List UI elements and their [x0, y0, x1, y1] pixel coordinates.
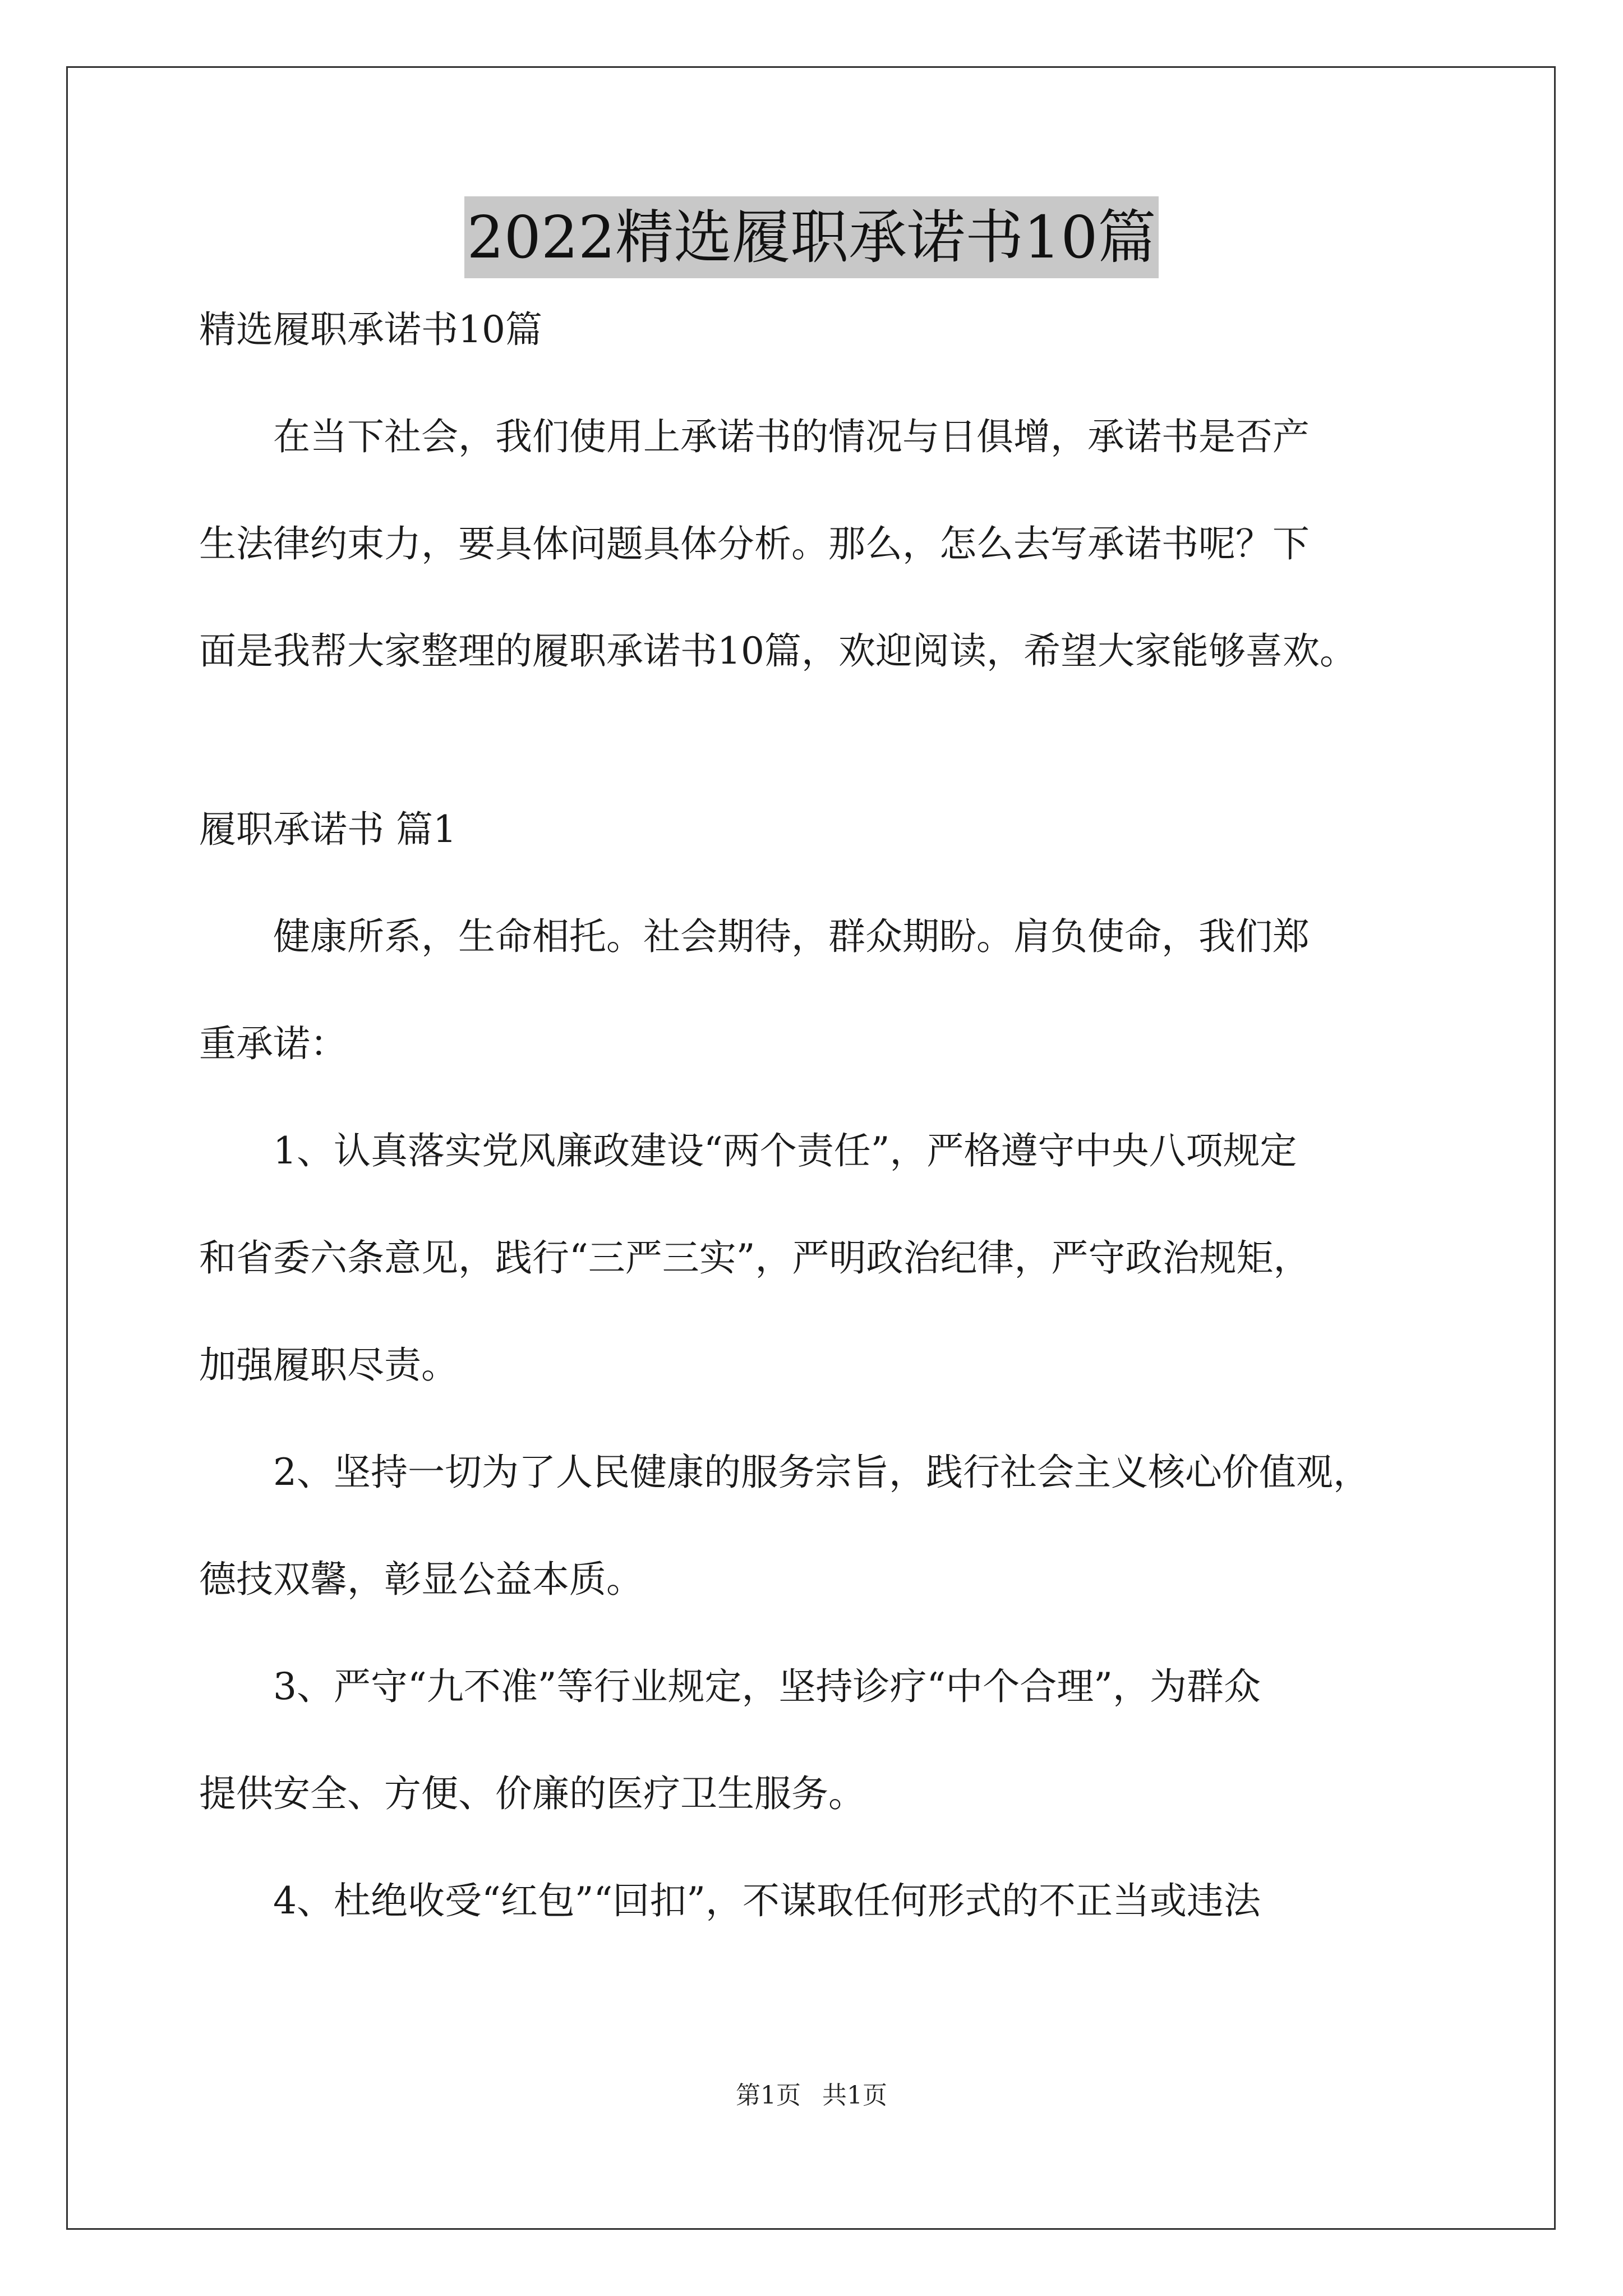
item-2-line: 德技双馨，彰显公益本质。 — [199, 1558, 643, 1601]
title-container — [0, 196, 1623, 278]
page-number-total: 共1页 — [822, 2081, 887, 2110]
intro-line: 生法律约束力，要具体问题具体分析。那么，怎么去写承诺书呢？下 — [199, 522, 1310, 565]
page-footer — [0, 2079, 1623, 2113]
section-intro-line: 重承诺： — [199, 1022, 347, 1065]
document-title: 2022精选履职承诺书10篇 — [464, 196, 1158, 278]
item-1-line: 加强履职尽责。 — [199, 1343, 458, 1387]
page-number-current: 第1页 — [736, 2081, 801, 2110]
section-intro-line: 健康所系，生命相托。社会期待，群众期盼。肩负使命，我们郑 — [273, 915, 1310, 958]
item-3-line: 3、严守“九不准”等行业规定，坚持诊疗“中个合理”，为群众 — [273, 1665, 1261, 1708]
item-3-line: 提供安全、方便、价廉的医疗卫生服务。 — [199, 1772, 865, 1815]
document-body — [199, 303, 1433, 1928]
item-2-line: 2、坚持一切为了人民健康的服务宗旨，践行社会主义核心价值观， — [273, 1451, 1370, 1494]
item-1-line: 和省委六条意见，践行“三严三实”，严明政治纪律，严守政治规矩， — [199, 1236, 1311, 1280]
intro-line: 在当下社会，我们使用上承诺书的情况与日俱增，承诺书是否产 — [273, 415, 1310, 458]
intro-line: 面是我帮大家整理的履职承诺书10篇，欢迎阅读，希望大家能够喜欢。 — [199, 629, 1357, 673]
section-heading: 履职承诺书 篇1 — [199, 808, 457, 851]
item-4-line: 4、杜绝收受“红包”“回扣”，不谋取任何形式的不正当或违法 — [273, 1879, 1261, 1922]
item-1-line: 1、认真落实党风廉政建设“两个责任”，严格遵守中央八项规定 — [273, 1129, 1297, 1172]
document-subtitle: 精选履职承诺书10篇 — [199, 308, 542, 351]
